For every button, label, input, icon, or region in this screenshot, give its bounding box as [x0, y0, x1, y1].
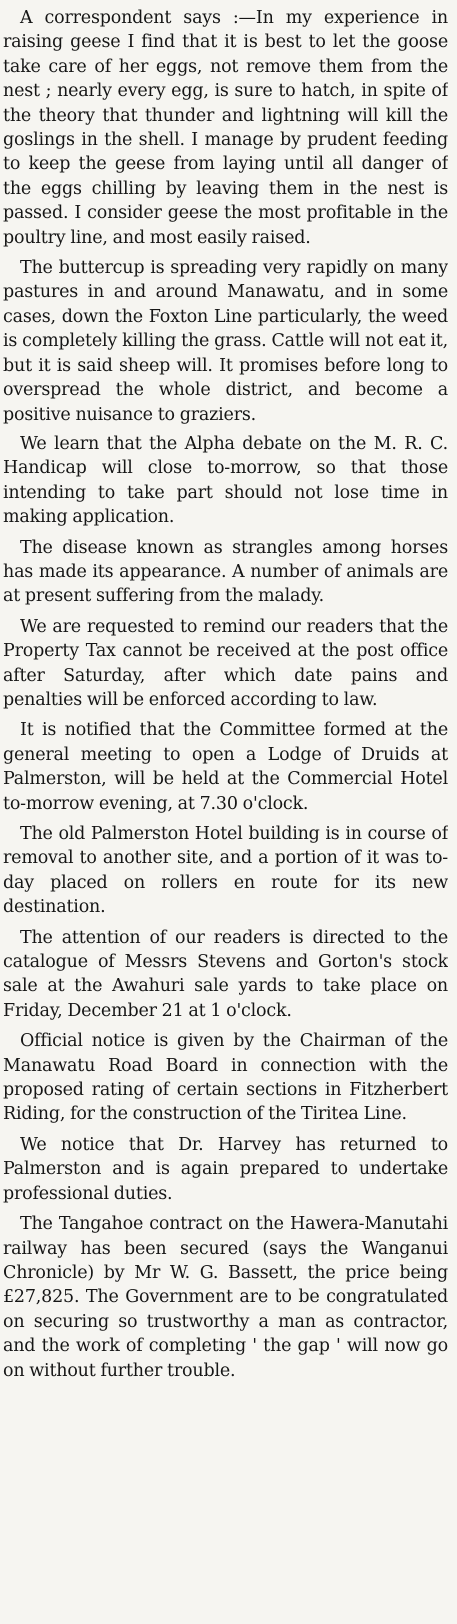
- paragraph-strangles: The disease known as strangles among horses has made its appearance. A number of animals are at present suffering from the malady.: [3, 537, 448, 607]
- paragraph-alpha-debate: We learn that the Alpha debate on the M. R. C. Handicap will close to-morrow, so that those intending to take part should not lose time in making application.: [3, 433, 448, 528]
- newspaper-column: [3, 4, 448, 1620]
- paragraph-geese: A correspondent says :—In my experience in raising geese I find that it is best to let the goose take care of her eggs, not remove them from the nest ; nearly every egg, is sure to hatch, in spite of the theory that thunder and lightning will kill the goslings in the shell. I manage by prudent feeding to keep the geese from laying until all danger of the eggs chilling by leaving them in the nest is passed. I consider geese the most profitable in the poultry line, and most easily raised.: [3, 8, 448, 248]
- paragraph-property-tax: We are requested to remind our readers that the Property Tax cannot be received at the post office after Saturday, after which date pains and penalties will be enforced according to law.: [3, 616, 448, 710]
- paragraph-stock-sale: The attention of our readers is directed to the catalogue of Messrs Stevens and Gorton's stock sale at the Awahuri sale yards to take place on Friday, December 21 at 1 o'clock.: [3, 927, 448, 1021]
- paragraph-tangahoe-contract: The Tangahoe contract on the Hawera-Manutahi railway has been secured (says the Wanganui Chronicle) by Mr W. G. Bassett, the price being £27,825. The Government are to be congratulated on securing so trustworthy a man as contractor, and the work of completing ' the gap ' will now go on without further trouble.: [3, 1214, 448, 1381]
- paragraph-palmerston-hotel: The old Palmerston Hotel building is in course of removal to another site, and a portion of it was to-day placed on rollers en route for its new destination.: [3, 824, 448, 918]
- paragraph-road-board: Official notice is given by the Chairman of the Manawatu Road Board in connection with the proposed rating of certain sections in Fitzherbert Riding, for the construction of the Tiritea Line.: [3, 1031, 448, 1125]
- paragraph-buttercup: The buttercup is spreading very rapidly on many pastures in and around Manawatu, and in some cases, down the Foxton Line particularly, the weed is completely killing the grass. Cattle will not eat it, but it is said sheep will. It promises before long to overspread the whole district, and become a positive nuisance to graziers.: [3, 258, 448, 425]
- paragraph-dr-harvey: We notice that Dr. Harvey has returned to Palmerston and is again prepared to undertake professional duties.: [3, 1134, 448, 1204]
- paragraph-druids-lodge: It is notified that the Committee formed at the general meeting to open a Lodge of Druids at Palmerston, will be held at the Commercial Hotel to-morrow evening, at 7.30 o'clock.: [3, 720, 448, 814]
